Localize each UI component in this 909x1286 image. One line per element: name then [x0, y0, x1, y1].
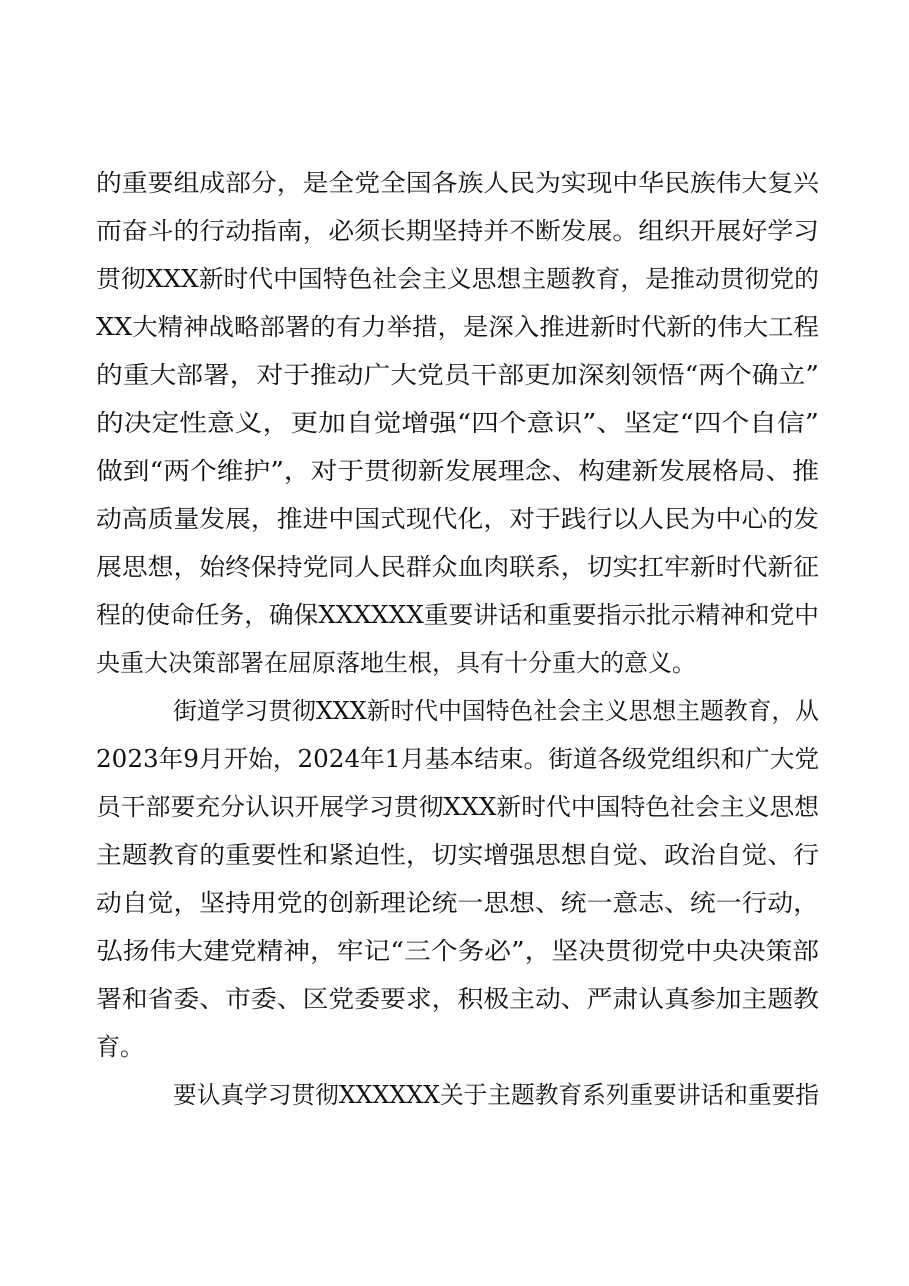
text-line [0, 591, 909, 639]
line-text: 贯彻XXX新时代中国特色社会主义思想主题教育，是推动贯彻党的 [96, 265, 819, 293]
line-text: 程的使命任务，确保XXXXXX重要讲话和重要指示批示精神和党中 [96, 601, 819, 629]
text-line [0, 207, 909, 255]
text-line [0, 159, 909, 207]
line-text: 育。 [96, 1033, 144, 1061]
line-text: 的决定性意义，更加自觉增强“四个意识”、坚定“四个自信” [96, 409, 819, 437]
line-text: 的重要组成部分，是全党全国各族人民为实现中华民族伟大复兴 [96, 169, 819, 197]
line-text: 署和省委、市委、区党委要求，积极主动、严肃认真参加主题教 [96, 985, 819, 1013]
text-line [0, 1071, 909, 1119]
line-text: 做到“两个维护”，对于贯彻新发展理念、构建新发展格局、推 [96, 457, 819, 485]
line-text: 街道学习贯彻XXX新时代中国特色社会主义思想主题教育，从 [173, 697, 819, 725]
line-text: 要认真学习贯彻XXXXXX关于主题教育系列重要讲话和重要指 [173, 1081, 819, 1109]
line-text: 央重大决策部署在屈原落地生根，具有十分重大的意义。 [96, 649, 696, 677]
text-line [0, 255, 909, 303]
text-line [0, 975, 909, 1023]
line-text: 主题教育的重要性和紧迫性，切实增强思想自觉、政治自觉、行 [96, 841, 819, 869]
line-text: XX大精神战略部署的有力举措，是深入推进新时代新的伟大工程 [96, 313, 819, 341]
text-line [0, 447, 909, 495]
text-line [0, 543, 909, 591]
text-line [0, 927, 909, 975]
text-line [0, 495, 909, 543]
text-line [0, 735, 909, 783]
line-text: 的重大部署，对于推动广大党员干部更加深刻领悟“两个确立” [96, 361, 819, 389]
text-line [0, 687, 909, 735]
line-text: 动自觉，坚持用党的创新理论统一思想、统一意志、统一行动， [96, 889, 819, 917]
text-line [0, 351, 909, 399]
text-line [0, 639, 909, 687]
line-text: 弘扬伟大建党精神，牢记“三个务必”，坚决贯彻党中央决策部 [96, 937, 819, 965]
text-line [0, 1023, 909, 1071]
text-line [0, 879, 909, 927]
text-line [0, 783, 909, 831]
line-text: 而奋斗的行动指南，必须长期坚持并不断发展。组织开展好学习 [96, 217, 819, 245]
line-text: 动高质量发展，推进中国式现代化，对于践行以人民为中心的发 [96, 505, 819, 533]
line-text: 2023年9月开始，2024年1月基本结束。街道各级党组织和广大党 [96, 745, 819, 773]
text-line [0, 399, 909, 447]
line-text: 员干部要充分认识开展学习贯彻XXX新时代中国特色社会主义思想 [96, 793, 819, 821]
line-text: 展思想，始终保持党同人民群众血肉联系，切实扛牢新时代新征 [96, 553, 819, 581]
text-line [0, 303, 909, 351]
text-line [0, 831, 909, 879]
